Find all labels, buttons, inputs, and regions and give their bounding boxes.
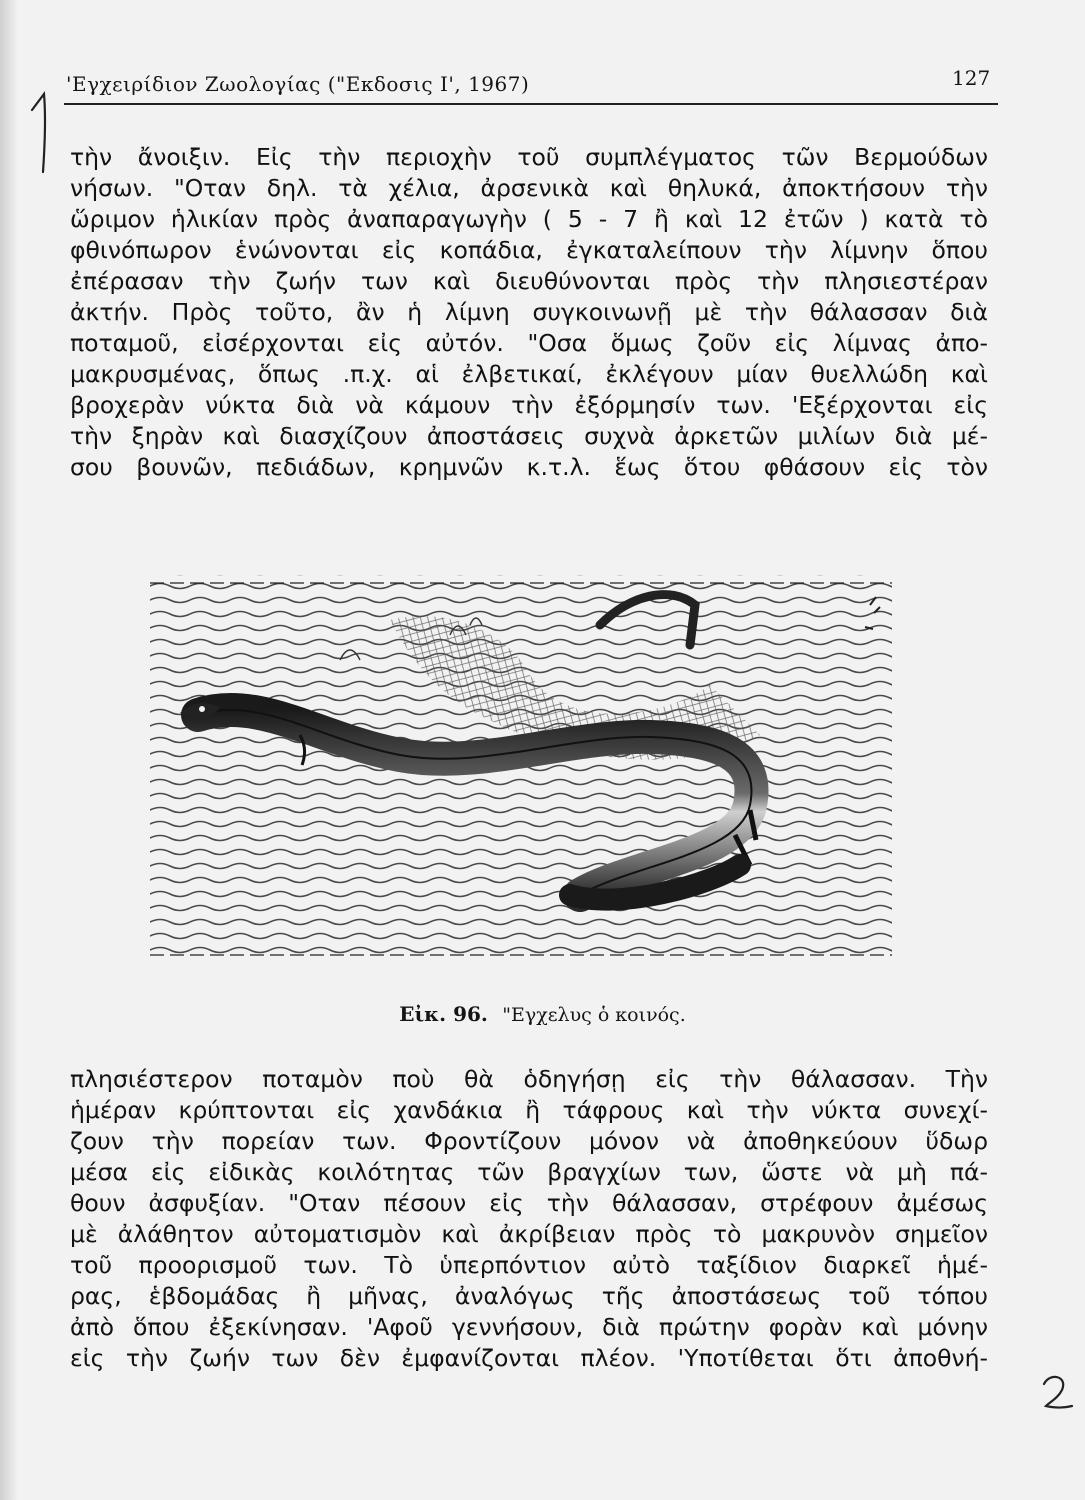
- text-line: θουν ἀσφυξίαν. "Οταν πέσουν εἰς τὴν θάλασσαν, στρέφουν ἀμέσως: [70, 1189, 988, 1217]
- text-line: σου βουνῶν, πεδιάδων, κρημνῶν κ.τ.λ. ἕως ὅτου φθάσουν εἰς τὸν: [70, 453, 988, 481]
- text-line: μὲ ἀλάθητον αὐτοματισμὸν καὶ ἀκρίβειαν πρὸς τὸ μακρυνὸν σημεῖον: [70, 1220, 988, 1248]
- paragraph-top: [70, 142, 988, 483]
- text-line: ἡμέραν κρύπτονται εἰς χανδάκια ἢ τάφρους καὶ τὴν νύκτα συνεχί-: [70, 1096, 988, 1124]
- eel-engraving-illustration: [150, 565, 892, 975]
- figure-label: Εἰκ. 96.: [399, 1002, 488, 1026]
- text-line: πλησιέστερον ποταμὸν ποὺ θὰ ὁδηγήσῃ εἰς τὴν θάλασσαν. Τὴν: [70, 1065, 988, 1093]
- text-line: φθινόπωρον ἑνώνονται εἰς κοπάδια, ἐγκαταλείπουν τὴν λίμνην ὅπου: [70, 236, 988, 264]
- text-line: νήσων. "Οταν δηλ. τὰ χέλια, ἀρσενικὰ καὶ θηλυκά, ἀποκτήσουν τὴν: [70, 174, 988, 202]
- running-title: 'Εγχειρίδιον Ζωολογίας ("Εκδοσις Ι', 1967): [66, 72, 530, 96]
- text-line: εἰς τὴν ζωήν των δὲν ἐμφανίζονται πλέον. 'Υποτίθεται ὅτι ἀποθνή-: [70, 1344, 988, 1372]
- text-line: ἐπέρασαν τὴν ζωήν των καὶ διευθύνονται πρὸς τὴν πλησιεστέραν: [70, 267, 988, 295]
- text-line: ὥριμον ἡλικίαν πρὸς ἀναπαραγωγὴν ( 5 - 7 ἢ καὶ 12 ἐτῶν ) κατὰ τὸ: [70, 205, 988, 233]
- figure-title: "Εγχελυς ὁ κοινός.: [502, 1004, 686, 1026]
- text-line: ἀκτήν. Πρὸς τοῦτο, ἂν ἡ λίμνη συγκοινωνῇ μὲ τὴν θάλασσαν διὰ: [70, 298, 988, 326]
- text-line: ρας, ἑβδομάδας ἢ μῆνας, ἀναλόγως τῆς ἀποστάσεως τοῦ τόπου: [70, 1282, 988, 1310]
- text-line: τὴν ξηρὰν καὶ διασχίζουν ἀποστάσεις συχνὰ ἀρκετῶν μιλίων διὰ μέ-: [70, 422, 988, 450]
- text-line: ζουν τὴν πορείαν των. Φροντίζουν μόνον νὰ ἀποθηκεύουν ὕδωρ: [70, 1127, 988, 1155]
- pencil-stroke-mark-icon: [28, 88, 50, 178]
- text-line: μακρυσμένας, ὅπως .π.χ. αἱ ἐλβετικαί, ἐκλέγουν μίαν θυελλώδη καὶ: [70, 360, 988, 388]
- text-line: ποταμοῦ, εἰσέρχονται εἰς αὐτόν. "Οσα ὅμως ζοῦν εἰς λίμνας ἀπο-: [70, 329, 988, 357]
- text-line: μέσα εἰς εἰδικὰς κοιλότητας τῶν βραγχίων των, ὥστε νὰ μὴ πά-: [70, 1158, 988, 1186]
- figure-caption: [0, 1002, 1085, 1026]
- text-line: ἀπὸ ὅπου ἐξεκίνησαν. 'Αφοῦ γεννήσουν, διὰ πρώτην φορὰν καὶ μόνην: [70, 1313, 988, 1341]
- page-number: 127: [952, 66, 991, 90]
- text-line: τοῦ προορισμοῦ των. Τὸ ὑπερπόντιον αὐτὸ ταξίδιον διαρκεῖ ἡμέ-: [70, 1251, 988, 1279]
- text-line: τὴν ἄνοιξιν. Εἰς τὴν περιοχὴν τοῦ συμπλέγματος τῶν Βερμούδων: [70, 143, 988, 171]
- header-rule: [64, 103, 998, 105]
- pencil-curl-mark-icon: [1036, 1370, 1076, 1414]
- text-line: βροχερὰν νύκτα διὰ νὰ κάμουν τὴν ἐξόρμησίν των. 'Εξέρχονται εἰς: [70, 391, 988, 419]
- binding-shadow: [0, 0, 18, 1500]
- paragraph-bottom: [70, 1064, 988, 1374]
